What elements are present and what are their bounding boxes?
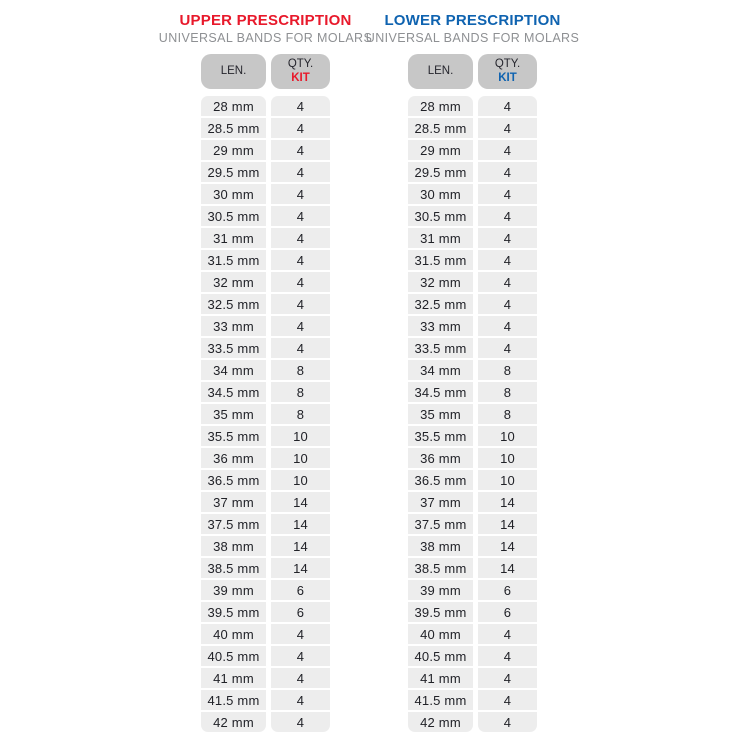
- len-header-label: LEN.: [220, 64, 247, 77]
- qty-cell: 8: [478, 382, 537, 402]
- len-cell: 34 mm: [408, 360, 473, 380]
- len-cell: 30.5 mm: [201, 206, 266, 226]
- lower-len-column: [408, 54, 473, 732]
- len-cell: 39.5 mm: [201, 602, 266, 622]
- len-cell: 34.5 mm: [408, 382, 473, 402]
- qty-cell: 4: [271, 228, 330, 248]
- len-cell: 37.5 mm: [408, 514, 473, 534]
- qty-cell: 4: [271, 646, 330, 666]
- len-cell: 36.5 mm: [201, 470, 266, 490]
- len-cell: 35 mm: [201, 404, 266, 424]
- qty-cell: 4: [478, 668, 537, 688]
- qty-cell: 4: [478, 96, 537, 116]
- len-cell: 36.5 mm: [408, 470, 473, 490]
- qty-cell: 4: [478, 250, 537, 270]
- len-cell: 34.5 mm: [201, 382, 266, 402]
- qty-cell: 4: [271, 712, 330, 732]
- upper-len-cells: [201, 96, 266, 732]
- qty-cell: 8: [271, 382, 330, 402]
- kit-header-label: KIT: [498, 71, 517, 84]
- qty-cell: 4: [271, 250, 330, 270]
- len-cell: 33.5 mm: [408, 338, 473, 358]
- len-cell: 29 mm: [201, 140, 266, 160]
- qty-cell: 4: [478, 162, 537, 182]
- qty-cell: 8: [478, 404, 537, 424]
- len-cell: 36 mm: [201, 448, 266, 468]
- qty-cell: 4: [478, 646, 537, 666]
- len-cell: 28.5 mm: [408, 118, 473, 138]
- qty-cell: 4: [271, 294, 330, 314]
- qty-cell: 4: [478, 316, 537, 336]
- len-cell: 40 mm: [408, 624, 473, 644]
- len-cell: 35.5 mm: [408, 426, 473, 446]
- len-cell: 31.5 mm: [408, 250, 473, 270]
- qty-cell: 6: [271, 580, 330, 600]
- len-cell: 30 mm: [408, 184, 473, 204]
- lower-len-header: [408, 54, 473, 89]
- len-cell: 38 mm: [201, 536, 266, 556]
- len-cell: 37 mm: [408, 492, 473, 512]
- qty-cell: 6: [478, 580, 537, 600]
- len-header-label: LEN.: [427, 64, 454, 77]
- upper-qty-cells: [271, 96, 330, 732]
- qty-cell: 4: [271, 118, 330, 138]
- len-cell: 40.5 mm: [201, 646, 266, 666]
- qty-cell: 4: [271, 140, 330, 160]
- lower-title: LOWER PRESCRIPTION: [384, 12, 561, 29]
- len-cell: 28 mm: [201, 96, 266, 116]
- qty-cell: 8: [271, 360, 330, 380]
- qty-header-label: QTY.: [287, 58, 314, 70]
- qty-cell: 6: [271, 602, 330, 622]
- len-cell: 32.5 mm: [201, 294, 266, 314]
- upper-len-column: [201, 54, 266, 732]
- len-cell: 29.5 mm: [201, 162, 266, 182]
- len-cell: 34 mm: [201, 360, 266, 380]
- qty-cell: 4: [478, 338, 537, 358]
- len-cell: 28.5 mm: [201, 118, 266, 138]
- len-cell: 42 mm: [201, 712, 266, 732]
- lower-qty-column: [478, 54, 537, 732]
- len-cell: 41.5 mm: [201, 690, 266, 710]
- lower-qty-cells: [478, 96, 537, 732]
- qty-cell: 4: [271, 272, 330, 292]
- len-cell: 39.5 mm: [408, 602, 473, 622]
- qty-cell: 10: [478, 470, 537, 490]
- len-cell: 32 mm: [201, 272, 266, 292]
- upper-columns: [201, 54, 330, 732]
- len-cell: 41 mm: [408, 668, 473, 688]
- qty-cell: 14: [478, 492, 537, 512]
- upper-len-header: [201, 54, 266, 89]
- kit-header-label: KIT: [291, 71, 310, 84]
- qty-cell: 4: [478, 228, 537, 248]
- qty-cell: 4: [271, 624, 330, 644]
- len-cell: 38 mm: [408, 536, 473, 556]
- qty-cell: 4: [271, 316, 330, 336]
- qty-cell: 10: [271, 470, 330, 490]
- lower-qty-kit-header: [478, 54, 537, 89]
- qty-cell: 4: [271, 206, 330, 226]
- len-cell: 40.5 mm: [408, 646, 473, 666]
- len-cell: 31 mm: [201, 228, 266, 248]
- qty-cell: 4: [478, 272, 537, 292]
- qty-cell: 14: [478, 536, 537, 556]
- upper-prescription-table: [158, 12, 373, 732]
- qty-header-label: QTY.: [494, 58, 521, 70]
- qty-cell: 4: [271, 668, 330, 688]
- lower-len-cells: [408, 96, 473, 732]
- upper-subtitle: UNIVERSAL BANDS FOR MOLARS: [158, 31, 373, 45]
- qty-cell: 4: [271, 96, 330, 116]
- qty-cell: 14: [478, 514, 537, 534]
- qty-cell: 4: [478, 206, 537, 226]
- len-cell: 39 mm: [201, 580, 266, 600]
- lower-columns: [408, 54, 537, 732]
- qty-cell: 4: [478, 712, 537, 732]
- qty-cell: 4: [478, 140, 537, 160]
- qty-cell: 14: [271, 558, 330, 578]
- qty-cell: 14: [271, 514, 330, 534]
- qty-cell: 4: [271, 162, 330, 182]
- len-cell: 33 mm: [201, 316, 266, 336]
- len-cell: 39 mm: [408, 580, 473, 600]
- len-cell: 30 mm: [201, 184, 266, 204]
- len-cell: 31.5 mm: [201, 250, 266, 270]
- len-cell: 35.5 mm: [201, 426, 266, 446]
- lower-prescription-table: [365, 12, 580, 732]
- qty-cell: 14: [271, 492, 330, 512]
- len-cell: 30.5 mm: [408, 206, 473, 226]
- len-cell: 35 mm: [408, 404, 473, 424]
- qty-cell: 4: [478, 118, 537, 138]
- qty-cell: 8: [271, 404, 330, 424]
- qty-cell: 4: [271, 338, 330, 358]
- len-cell: 28 mm: [408, 96, 473, 116]
- qty-cell: 4: [478, 294, 537, 314]
- upper-title: UPPER PRESCRIPTION: [179, 12, 352, 29]
- qty-cell: 14: [478, 558, 537, 578]
- upper-qty-column: [271, 54, 330, 732]
- upper-qty-kit-header: [271, 54, 330, 89]
- len-cell: 33 mm: [408, 316, 473, 336]
- qty-cell: 8: [478, 360, 537, 380]
- len-cell: 38.5 mm: [408, 558, 473, 578]
- qty-cell: 14: [271, 536, 330, 556]
- len-cell: 42 mm: [408, 712, 473, 732]
- len-cell: 29.5 mm: [408, 162, 473, 182]
- len-cell: 41.5 mm: [408, 690, 473, 710]
- len-cell: 32.5 mm: [408, 294, 473, 314]
- len-cell: 37.5 mm: [201, 514, 266, 534]
- qty-cell: 10: [271, 426, 330, 446]
- qty-cell: 6: [478, 602, 537, 622]
- len-cell: 31 mm: [408, 228, 473, 248]
- len-cell: 36 mm: [408, 448, 473, 468]
- qty-cell: 4: [478, 184, 537, 204]
- lower-subtitle: UNIVERSAL BANDS FOR MOLARS: [365, 31, 580, 45]
- len-cell: 40 mm: [201, 624, 266, 644]
- qty-cell: 4: [478, 690, 537, 710]
- len-cell: 33.5 mm: [201, 338, 266, 358]
- len-cell: 37 mm: [201, 492, 266, 512]
- qty-cell: 10: [478, 426, 537, 446]
- qty-cell: 4: [271, 690, 330, 710]
- len-cell: 41 mm: [201, 668, 266, 688]
- len-cell: 32 mm: [408, 272, 473, 292]
- len-cell: 38.5 mm: [201, 558, 266, 578]
- qty-cell: 4: [478, 624, 537, 644]
- qty-cell: 4: [271, 184, 330, 204]
- qty-cell: 10: [478, 448, 537, 468]
- qty-cell: 10: [271, 448, 330, 468]
- len-cell: 29 mm: [408, 140, 473, 160]
